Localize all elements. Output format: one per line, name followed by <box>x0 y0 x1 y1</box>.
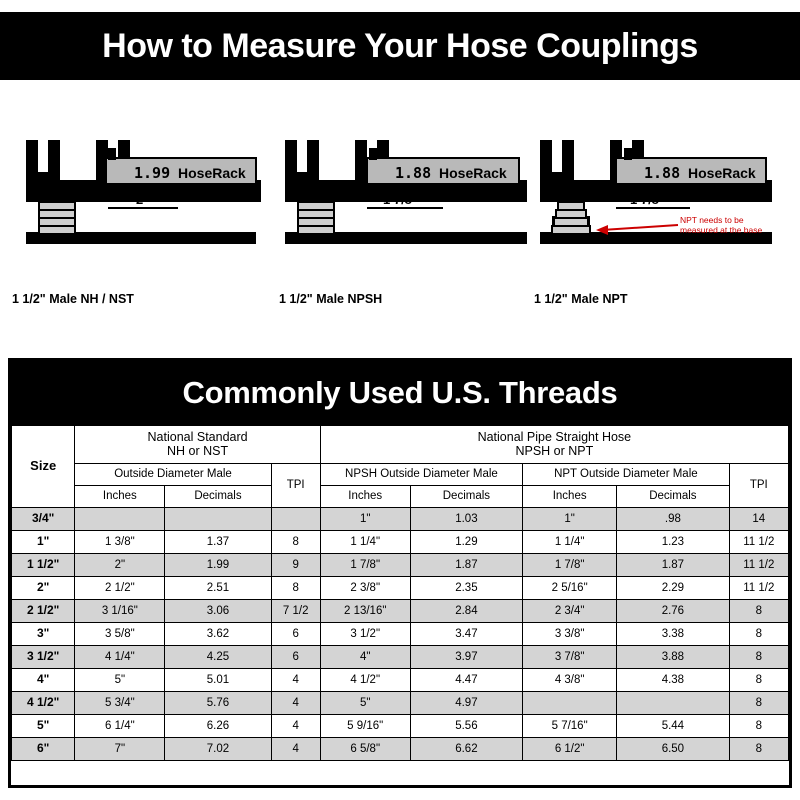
diagram-nh-nst <box>8 120 268 310</box>
cell-npt_tpi: 8 <box>729 669 788 692</box>
cell-npt_decimals: 4.38 <box>617 669 729 692</box>
measurement-label: 1 7/8" <box>383 192 419 207</box>
cell-npt_decimals: .98 <box>617 508 729 531</box>
caliper-illustration-icon <box>275 120 535 290</box>
table-row <box>12 646 789 669</box>
caliper-illustration-icon <box>530 120 798 290</box>
cell-size: 2" <box>12 577 75 600</box>
cell-size: 5" <box>12 715 75 738</box>
cell-nh_tpi <box>271 508 320 531</box>
cell-npsh_inches: 1 7/8" <box>320 554 410 577</box>
caliper-brand-label: HoseRack <box>688 165 756 181</box>
cell-nh_decimals: 6.26 <box>165 715 271 738</box>
page-title: How to Measure Your Hose Couplings <box>102 26 698 65</box>
cell-npt_inches: 3 7/8" <box>523 646 617 669</box>
cell-nh_tpi: 4 <box>271 738 320 761</box>
cell-size: 3/4" <box>12 508 75 531</box>
cell-nh_tpi: 4 <box>271 715 320 738</box>
cell-npsh_inches: 4 1/2" <box>320 669 410 692</box>
header-size: Size <box>12 426 75 508</box>
header-group-npsh-line1: National Pipe Straight Hose <box>477 430 632 444</box>
cell-npt_inches: 3 3/8" <box>523 623 617 646</box>
cell-npsh_inches: 3 1/2" <box>320 623 410 646</box>
table-row <box>12 508 789 531</box>
threads-table-title: Commonly Used U.S. Threads <box>182 375 618 410</box>
table-row <box>12 577 789 600</box>
cell-npt_decimals: 1.23 <box>617 531 729 554</box>
table-row <box>12 600 789 623</box>
cell-size: 6" <box>12 738 75 761</box>
cell-nh_inches: 1 3/8" <box>75 531 165 554</box>
cell-npsh_decimals: 1.03 <box>410 508 522 531</box>
cell-nh_inches: 5" <box>75 669 165 692</box>
cell-npt_tpi: 8 <box>729 623 788 646</box>
cell-npsh_decimals: 1.87 <box>410 554 522 577</box>
cell-npt_decimals: 5.44 <box>617 715 729 738</box>
page-header-banner <box>0 12 800 80</box>
cell-npsh_inches: 2 3/8" <box>320 577 410 600</box>
cell-npt_tpi: 8 <box>729 692 788 715</box>
cell-nh_inches: 2" <box>75 554 165 577</box>
cell-npt_inches: 5 7/16" <box>523 715 617 738</box>
cell-npsh_decimals: 5.56 <box>410 715 522 738</box>
cell-nh_decimals: 5.01 <box>165 669 271 692</box>
cell-nh_decimals: 3.62 <box>165 623 271 646</box>
cell-nh_inches: 6 1/4" <box>75 715 165 738</box>
cell-nh_inches: 2 1/2" <box>75 577 165 600</box>
cell-npsh_decimals: 6.62 <box>410 738 522 761</box>
cell-nh_decimals: 7.02 <box>165 738 271 761</box>
cell-nh_inches: 7" <box>75 738 165 761</box>
diagram-caption-npsh: 1 1/2" Male NPSH <box>279 292 383 306</box>
cell-nh_tpi: 6 <box>271 646 320 669</box>
cell-npsh_inches: 5 9/16" <box>320 715 410 738</box>
diagram-npt <box>530 120 790 310</box>
cell-nh_decimals: 1.37 <box>165 531 271 554</box>
cell-npsh_decimals: 3.47 <box>410 623 522 646</box>
cell-nh_inches: 5 3/4" <box>75 692 165 715</box>
table-row <box>12 554 789 577</box>
cell-npt_tpi: 8 <box>729 600 788 623</box>
header-nh-decimals: Decimals <box>165 485 271 507</box>
caliper-display-value: 1.99 <box>134 164 171 182</box>
cell-npt_decimals: 3.38 <box>617 623 729 646</box>
cell-npt_inches <box>523 692 617 715</box>
cell-npsh_inches: 4" <box>320 646 410 669</box>
header-group-nh <box>75 426 320 464</box>
cell-npt_decimals: 2.76 <box>617 600 729 623</box>
table-row <box>12 531 789 554</box>
table-group-header-row <box>12 426 789 464</box>
table-row <box>12 738 789 761</box>
table-row <box>12 715 789 738</box>
cell-size: 1 1/2" <box>12 554 75 577</box>
cell-nh_tpi: 8 <box>271 577 320 600</box>
header-npt-inches: Inches <box>523 485 617 507</box>
cell-nh_tpi: 9 <box>271 554 320 577</box>
header-nh-od: Outside Diameter Male <box>75 463 271 485</box>
cell-npt_tpi: 8 <box>729 646 788 669</box>
cell-nh_inches: 4 1/4" <box>75 646 165 669</box>
cell-nh_tpi: 7 1/2 <box>271 600 320 623</box>
cell-npsh_decimals: 4.47 <box>410 669 522 692</box>
table-row <box>12 692 789 715</box>
header-group-npsh-line2: NPSH or NPT <box>515 444 594 459</box>
header-group-npsh <box>320 426 788 464</box>
measurement-label: 2" <box>136 192 150 207</box>
cell-npsh_decimals: 2.84 <box>410 600 522 623</box>
cell-npt_tpi: 8 <box>729 715 788 738</box>
diagram-npsh <box>275 120 535 310</box>
cell-nh_tpi: 4 <box>271 692 320 715</box>
header-group-nh-line2: NH or NST <box>166 444 229 459</box>
npt-note-line2: measured at the base <box>680 225 763 235</box>
diagram-caption-npt: 1 1/2" Male NPT <box>534 292 628 306</box>
caliper-illustration-icon <box>8 120 268 290</box>
cell-npt_inches: 2 5/16" <box>523 577 617 600</box>
cell-nh_tpi: 4 <box>271 669 320 692</box>
cell-npt_inches: 1 1/4" <box>523 531 617 554</box>
cell-npt_inches: 6 1/2" <box>523 738 617 761</box>
cell-npt_tpi: 11 1/2 <box>729 554 788 577</box>
cell-npt_inches: 2 3/4" <box>523 600 617 623</box>
cell-npt_tpi: 14 <box>729 508 788 531</box>
cell-npt_decimals: 2.29 <box>617 577 729 600</box>
cell-size: 4 1/2" <box>12 692 75 715</box>
cell-npt_tpi: 11 1/2 <box>729 577 788 600</box>
cell-npsh_decimals: 4.97 <box>410 692 522 715</box>
header-npt-tpi: TPI <box>729 463 788 507</box>
cell-nh_inches <box>75 508 165 531</box>
cell-nh_inches: 3 5/8" <box>75 623 165 646</box>
table-row <box>12 623 789 646</box>
header-npt-od: NPT Outside Diameter Male <box>523 463 729 485</box>
cell-size: 1" <box>12 531 75 554</box>
caliper-display-value: 1.88 <box>644 164 681 182</box>
cell-npsh_inches: 1 1/4" <box>320 531 410 554</box>
threads-table-body <box>12 508 789 761</box>
threads-table-block <box>8 358 792 788</box>
cell-npsh_decimals: 3.97 <box>410 646 522 669</box>
cell-size: 3" <box>12 623 75 646</box>
caliper-diagram-row <box>0 120 800 310</box>
header-nh-tpi: TPI <box>271 463 320 507</box>
header-group-nh-line1: National Standard <box>147 430 248 444</box>
caliper-brand-label: HoseRack <box>439 165 507 181</box>
caliper-display-value: 1.88 <box>395 164 432 182</box>
cell-nh_decimals <box>165 508 271 531</box>
cell-npsh_inches: 5" <box>320 692 410 715</box>
cell-npsh_decimals: 1.29 <box>410 531 522 554</box>
diagram-caption-nh-nst: 1 1/2" Male NH / NST <box>12 292 134 306</box>
cell-npsh_inches: 2 13/16" <box>320 600 410 623</box>
cell-npt_tpi: 11 1/2 <box>729 531 788 554</box>
header-npt-decimals: Decimals <box>617 485 729 507</box>
cell-npt_inches: 1 7/8" <box>523 554 617 577</box>
threads-table <box>11 425 789 761</box>
cell-nh_decimals: 4.25 <box>165 646 271 669</box>
header-npsh-inches: Inches <box>320 485 410 507</box>
cell-nh_decimals: 2.51 <box>165 577 271 600</box>
threads-table-header <box>11 361 789 425</box>
npt-note-line1: NPT needs to be <box>680 215 744 225</box>
table-column-header-row <box>12 485 789 507</box>
cell-size: 4" <box>12 669 75 692</box>
cell-nh_tpi: 6 <box>271 623 320 646</box>
cell-npt_inches: 1" <box>523 508 617 531</box>
cell-npt_decimals: 3.88 <box>617 646 729 669</box>
caliper-brand-label: HoseRack <box>178 165 246 181</box>
cell-size: 2 1/2" <box>12 600 75 623</box>
cell-nh_decimals: 3.06 <box>165 600 271 623</box>
header-nh-inches: Inches <box>75 485 165 507</box>
cell-npt_inches: 4 3/8" <box>523 669 617 692</box>
cell-nh_decimals: 5.76 <box>165 692 271 715</box>
header-npsh-decimals: Decimals <box>410 485 522 507</box>
cell-npt_decimals <box>617 692 729 715</box>
cell-npsh_inches: 1" <box>320 508 410 531</box>
measurement-label: 1 7/8" <box>630 192 666 207</box>
header-npsh-od: NPSH Outside Diameter Male <box>320 463 522 485</box>
cell-size: 3 1/2" <box>12 646 75 669</box>
table-row <box>12 669 789 692</box>
cell-npt_tpi: 8 <box>729 738 788 761</box>
table-subgroup-header-row <box>12 463 789 485</box>
cell-nh_inches: 3 1/16" <box>75 600 165 623</box>
cell-npt_decimals: 6.50 <box>617 738 729 761</box>
cell-npt_decimals: 1.87 <box>617 554 729 577</box>
cell-nh_tpi: 8 <box>271 531 320 554</box>
cell-npsh_decimals: 2.35 <box>410 577 522 600</box>
cell-nh_decimals: 1.99 <box>165 554 271 577</box>
cell-npsh_inches: 6 5/8" <box>320 738 410 761</box>
